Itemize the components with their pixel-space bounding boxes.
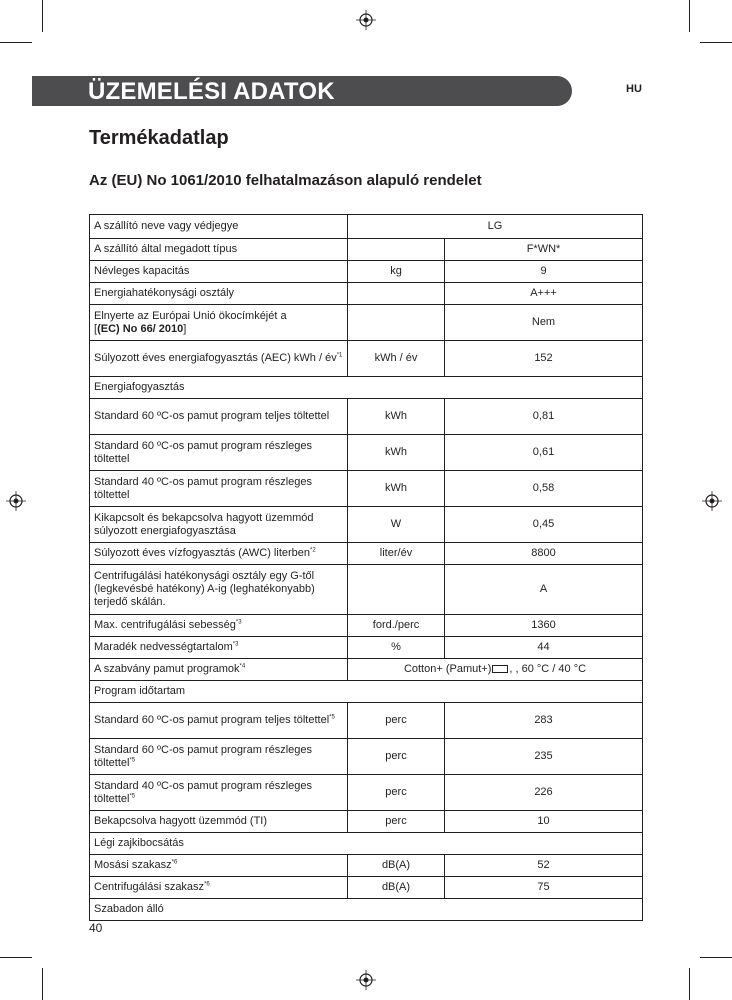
table-row [90,399,643,435]
table-cell-label [90,215,348,239]
table-cell-value [445,615,643,637]
crop-mark [700,42,732,43]
table-cell-unit [348,239,445,261]
crop-mark [689,0,690,32]
table-cell-label [90,703,348,739]
table-cell-label [90,283,348,305]
row-unit: perc [385,815,407,827]
footnote-marker: *5 [329,714,335,721]
table-row [90,215,643,239]
row-label: Energiafogyasztás [94,381,185,393]
table-cell-label [90,877,348,899]
row-value: 75 [537,881,550,893]
table-row [90,435,643,471]
crop-mark [42,968,43,1000]
row-label: Standard 60 ºC-os pamut program részleges töltettel [94,439,313,465]
table-cell-unit [348,775,445,811]
regulation-reference: (EC) No 66/ 2010 [97,322,184,335]
table-cell-value [445,877,643,899]
row-label: Kikapcsolt és bekapcsolva hagyott üzemmód súlyozott energiafogyasztása [94,511,314,537]
row-value: 9 [540,265,547,277]
row-label: A szállító neve vagy védjegye [94,220,239,232]
table-cell-unit [348,283,445,305]
table-cell-unit [348,471,445,507]
row-label: [ [94,322,98,335]
table-row [90,899,643,921]
table-cell-unit [348,341,445,377]
section-title: Termékadatlap [89,127,229,149]
row-value: Nem [531,316,556,328]
table-row [90,615,643,637]
table-cell-label [90,543,348,565]
table-row [90,261,643,283]
table-cell-unit [348,637,445,659]
footnote-marker: *6 [171,859,178,866]
regulation-subtitle: Az (EU) No 1061/2010 felhatalmazáson alapuló rendelet [89,172,482,189]
table-cell-unit [348,543,445,565]
row-unit: kWh [385,482,407,494]
row-value: 0,81 [532,410,555,422]
table-cell-unit [348,877,445,899]
row-label: A szállító által megadott típus [94,243,238,255]
table-cell-value [445,739,643,775]
footnote-marker: *2 [310,547,316,554]
footnote-marker: *1 [336,352,343,359]
table-cell-unit [348,615,445,637]
table-cell-label [90,659,348,681]
row-unit: kWh [385,446,407,458]
row-label: Standard 40 ºC-os pamut program részleges töltettel [94,475,313,501]
row-value: 283 [534,714,553,726]
row-unit: kWh [385,410,407,422]
table-cell-value [445,399,643,435]
table-cell-label [90,739,348,775]
row-label: Súlyozott éves energiafogyasztás (AEC) kWh / év [94,352,337,364]
table-cell-label [90,811,348,833]
page-number: 40 [89,921,103,935]
table-row [90,543,643,565]
row-value: Cotton+ (Pamut+) [403,663,492,675]
row-label: Standard 40 ºC-os pamut program részleges töltettel [94,779,313,805]
table-row [90,739,643,775]
row-label: Centrifugálási hatékonysági osztály egy G-től (legkevésbé hatékony) A-ig (leghatékonyabb) terjedő skálán. [94,570,315,608]
table-row [90,471,643,507]
registration-mark-icon [6,491,26,511]
table-row [90,681,643,703]
row-value: 1360 [531,619,556,631]
row-unit: dB(A) [381,881,411,893]
table-row [90,283,643,305]
table-cell-value [445,565,643,615]
table-cell-value [445,811,643,833]
row-label: ] [183,322,187,335]
table-row [90,341,643,377]
table-cell-unit [348,399,445,435]
footnote-marker: *3 [235,619,242,626]
table-cell-label [90,341,348,377]
row-label: A szabvány pamut programok [94,663,240,675]
table-cell-unit [348,507,445,543]
registration-mark-icon [702,491,722,511]
table-cell-value [445,637,643,659]
table-section-heading [90,681,643,703]
row-label: Program időtartam [94,685,186,697]
table-row [90,833,643,855]
table-cell-value [445,341,643,377]
registration-mark-icon [356,10,376,30]
row-label: Bekapcsolva hagyott üzemmód (TI) [94,815,268,827]
row-unit: perc [385,750,407,762]
row-value: 0,61 [532,446,555,458]
table-row [90,565,643,615]
crop-mark [42,0,43,32]
table-row [90,775,643,811]
row-value: 0,45 [532,518,555,530]
table-row [90,811,643,833]
table-cell-value [445,507,643,543]
row-unit: liter/év [379,547,413,559]
table-cell-value [445,471,643,507]
row-value: F*WN* [526,243,561,255]
row-unit: dB(A) [381,859,411,871]
row-label: Centrifugálási szakasz [94,881,205,893]
row-unit: % [391,641,401,653]
table-cell-unit [348,435,445,471]
row-value: 52 [537,859,550,871]
table-cell-label [90,399,348,435]
row-label: Névleges kapacitás [94,265,190,277]
table-cell-unit [348,703,445,739]
table-cell-label [90,435,348,471]
row-label: Súlyozott éves vízfogyasztás (AWC) literben [94,547,311,559]
row-unit: kg [390,265,402,277]
row-value: A+++ [530,287,557,299]
footnote-marker: *4 [239,663,246,670]
row-value: , , 60 °C / 40 °C [509,663,587,675]
table-cell-label [90,261,348,283]
row-label: Standard 60 ºC-os pamut program teljes töltettel [94,714,330,726]
table-row [90,239,643,261]
row-unit: perc [385,714,407,726]
table-cell-label [90,565,348,615]
table-cell-label [90,855,348,877]
table-cell-unit [348,855,445,877]
row-unit: W [390,518,402,530]
table-cell-unit [348,811,445,833]
row-label: Elnyerte az Európai Unió ökocímkéjét a [94,309,287,322]
crop-mark [689,968,690,1000]
row-value: 10 [537,815,550,827]
table-row [90,305,643,341]
crop-mark [700,957,732,958]
table-cell-label [90,507,348,543]
table-cell-value [445,435,643,471]
table-cell-label [90,615,348,637]
table-cell-value [445,305,643,341]
row-label: Légi zajkibocsátás [94,837,184,849]
product-fiche-table [89,214,643,921]
table-cell-value [445,855,643,877]
row-unit: ford./perc [372,619,420,631]
registration-mark-icon [356,970,376,990]
footnote-marker: *5 [129,792,136,799]
row-label: Energiahatékonysági osztály [94,287,235,299]
row-label: Szabadon álló [94,903,164,915]
footnote-marker: *5 [129,756,136,763]
table-cell-value [445,261,643,283]
language-code: HU [626,83,642,95]
row-unit: kWh / év [374,352,418,364]
row-value: LG [487,220,503,232]
table-cell-unit [348,305,445,341]
page-header-title: ÜZEMELÉSI ADATOK [88,78,335,105]
row-label: Max. centrifugálási sebesség [94,619,236,631]
row-unit: perc [385,786,407,798]
row-value: 8800 [531,547,556,559]
table-cell-label [90,775,348,811]
table-cell-unit [348,739,445,775]
table-cell-label [90,239,348,261]
table-cell-value [445,543,643,565]
table-row [90,507,643,543]
table-row [90,855,643,877]
table-cell-value [445,703,643,739]
row-value: 0,58 [532,482,555,494]
table-cell-value [445,283,643,305]
table-row [90,703,643,739]
table-section-heading [90,377,643,399]
row-value: 44 [537,641,550,653]
table-cell-unit [348,565,445,615]
table-cell-value [445,775,643,811]
table-row [90,659,643,681]
table-section-heading [90,899,643,921]
table-cell-label [90,305,348,341]
table-cell-value [348,659,643,681]
row-label: Standard 60 ºC-os pamut program részleges töltettel [94,743,313,769]
program-symbol-icon [492,665,508,673]
footnote-marker: *6 [204,881,210,888]
row-value: A [539,583,548,595]
table-row [90,877,643,899]
row-label: Standard 60 ºC-os pamut program teljes töltettel [94,410,330,422]
row-label: Mosási szakasz [94,859,172,871]
crop-mark [0,957,32,958]
table-cell-label [90,637,348,659]
table-cell-unit [348,261,445,283]
row-value: 235 [534,750,553,762]
row-label: Maradék nedvességtartalom [94,641,233,653]
table-section-heading [90,833,643,855]
table-cell-label [90,471,348,507]
row-value: 226 [534,786,553,798]
table-cell-value [348,215,643,239]
table-row [90,377,643,399]
table-row [90,637,643,659]
footnote-marker: *3 [232,641,239,648]
table-cell-value [445,239,643,261]
crop-mark [0,42,32,43]
row-value: 152 [534,352,553,364]
